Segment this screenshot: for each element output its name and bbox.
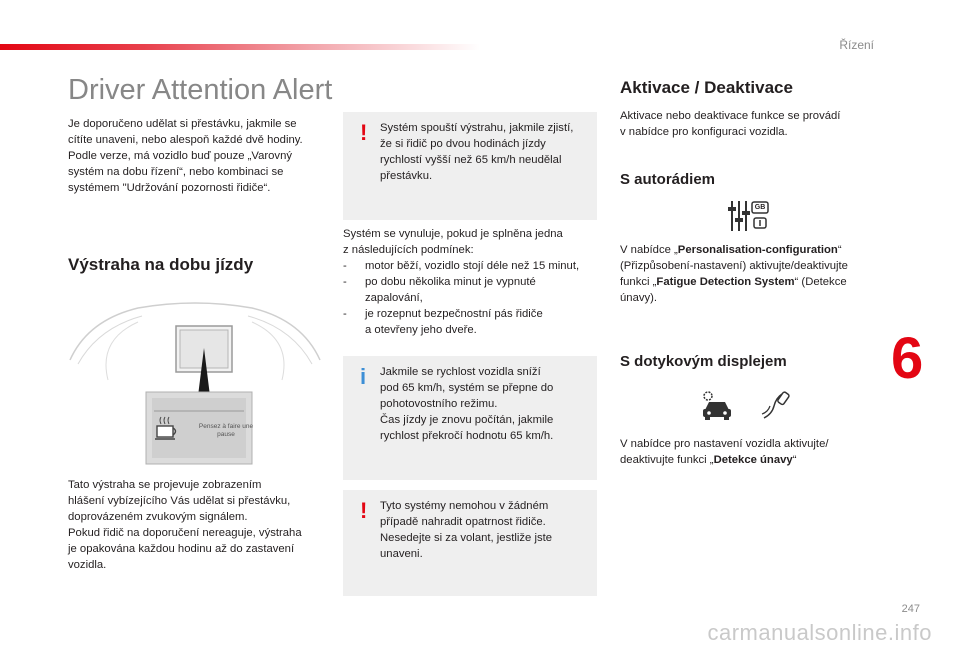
intro-paragraph: Je doporučeno udělat si přestávku, jakmile se cítíte unaveni, nebo alespoň každé dvě hodiny. Podle verze, má vozidlo buď pouze „Varovný systém na dobu řízení“, nebo kombinaci se systémem "Udržování pozornosti řidiče“.: [68, 118, 303, 194]
list-item: - je rozepnut bezpečnostní pás řidiče a otevřeny jeho dveře.: [343, 308, 543, 336]
warning-text: Systém spouští výstrahu, jakmile zjistí, že si řidič po dvou hodinách jízdy rychlostí vyšší než 65 km/h neudělal přestávku.: [380, 122, 574, 182]
warning-box-trigger: [343, 112, 597, 220]
info-icon: i: [360, 364, 367, 389]
settings-sliders-icon: [726, 198, 770, 234]
chapter-number: 6: [891, 326, 924, 391]
info-text: Jakmile se rychlost vozidla sníží pod 65 km/h, systém se přepne do pohotovostního režimu. Čas jízdy je znovu počítán, jakmile rychlost překročí hodnotu 65 km/h.: [380, 366, 554, 442]
alert-description: Tato výstraha se projevuje zobrazením hlášení vybízejícího Vás udělat si přestávku, doprovázeném zvukovým signálem. Pokud řidič na doporučení nereaguje, výstraha je opakována každou hodinu až do zastavení vozidla.: [68, 479, 302, 571]
subheading-touchscreen: S dotykovým displejem: [620, 353, 787, 370]
menu-name: Personalisation-configuration: [677, 244, 838, 256]
function-name: Fatigue Detection System: [656, 276, 795, 288]
reset-intro: Systém se vynuluje, pokud je splněna jedna z následujících podmínek:: [343, 228, 563, 256]
section-heading-activation: Aktivace / Deaktivace: [620, 78, 793, 97]
language-label: GB: [754, 204, 766, 211]
function-name: Detekce únavy: [713, 454, 793, 466]
subheading-radio: S autorádiem: [620, 171, 716, 188]
list-item: - po dobu několika minut je vypnuté zapalování,: [343, 276, 536, 304]
header-accent-bar: [0, 44, 480, 50]
instrument-cluster-illustration: [68, 300, 322, 466]
activation-intro: Aktivace nebo deaktivace funkce se provádí v nabídce pro konfiguraci vozidla.: [620, 110, 841, 138]
warning-icon: !: [360, 498, 368, 523]
touchscreen-instructions: V nabídce pro nastavení vozidla aktivujte/ deaktivujte funkci „Detekce únavy“: [620, 438, 829, 466]
page-title: Driver Attention Alert: [68, 74, 333, 106]
watermark: carmanualsonline.info: [707, 620, 932, 645]
warning-text: Tyto systémy nemohou v žádném případě nahradit opatrnost řidiče. Nesedejte si za volant, jestliže jste unaveni.: [380, 500, 553, 560]
pause-message: Pensez à faire une pause: [198, 423, 254, 438]
warning-icon: !: [360, 120, 368, 145]
driver-assistance-icon: [760, 388, 794, 422]
page-number: 247: [901, 603, 920, 615]
cluster-drawing: [68, 300, 322, 466]
info-box-standby: [343, 356, 597, 480]
section-heading-driving-time-alert: Výstraha na dobu jízdy: [68, 255, 254, 274]
vehicle-settings-icon: [700, 388, 734, 422]
radio-instructions: V nabídce „Personalisation-configuration“ (Přizpůsobení-nastavení) aktivujte/deaktivujte funkci „Fatigue Detection System“ (Detekce únavy).: [620, 244, 848, 304]
warning-box-limitations: [343, 490, 597, 596]
list-item: - motor běží, vozidlo stojí déle než 15 minut,: [343, 260, 580, 272]
reset-conditions-list: [343, 258, 603, 338]
section-name: Řízení: [839, 38, 874, 52]
